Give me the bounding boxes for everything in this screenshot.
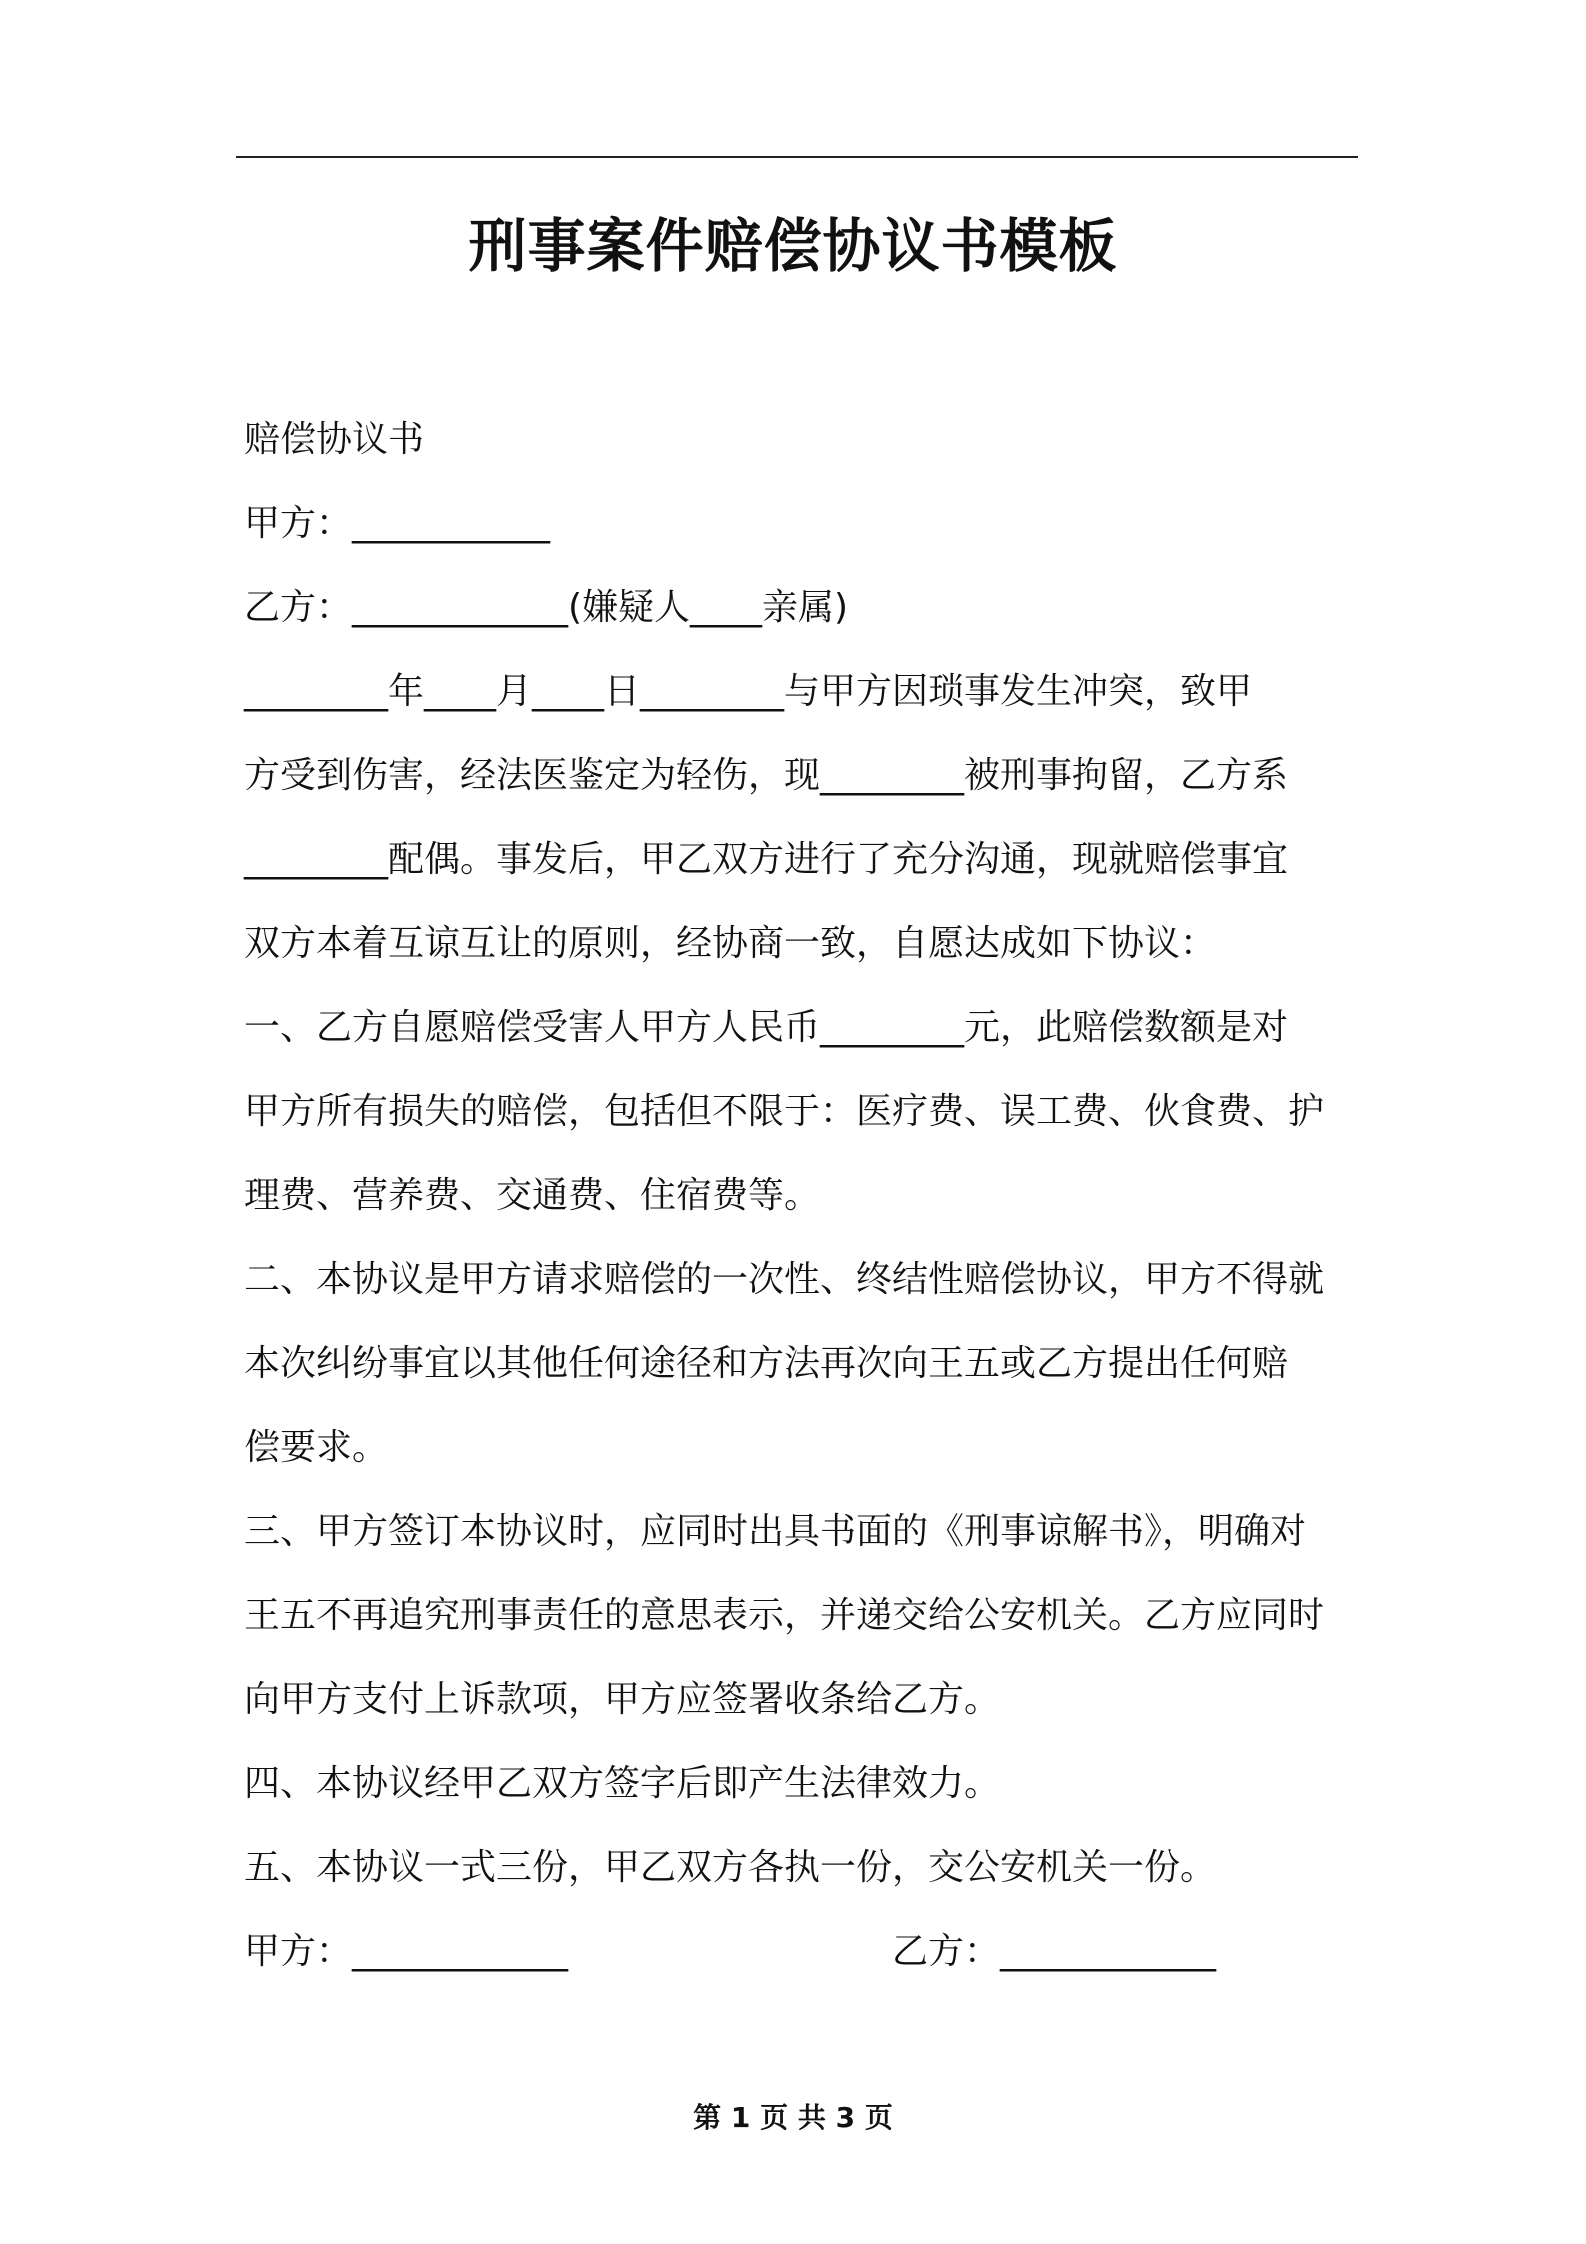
clause-2-line: 二、本协议是甲方请求赔偿的一次性、终结性赔偿协议，甲方不得就	[244, 1259, 1325, 1300]
clause-1-line: 一、乙方自愿赔偿受害人甲方人民币________元，此赔偿数额是对	[244, 1007, 1289, 1048]
subtitle: 赔偿协议书	[244, 419, 425, 460]
clause-2-line: 偿要求。	[244, 1427, 389, 1468]
clause-1-line: 理费、营养费、交通费、住宿费等。	[244, 1175, 821, 1216]
clause-3-line: 三、甲方签订本协议时，应同时出具书面的《刑事谅解书》，明确对	[244, 1511, 1307, 1552]
body-line: 双方本着互谅互让的原则，经协商一致，自愿达成如下协议：	[244, 923, 1217, 964]
party-a-line: 甲方：___________	[244, 503, 551, 544]
clause-2-line: 本次纠纷事宜以其他任何途径和方法再次向王五或乙方提出任何赔	[244, 1343, 1289, 1384]
header-rule	[236, 156, 1358, 158]
document-title: 刑事案件赔偿协议书模板	[468, 212, 1118, 280]
body-line: ________配偶。事发后，甲乙双方进行了充分沟通，现就赔偿事宜	[244, 839, 1289, 880]
clause-3-line: 向甲方支付上诉款项，甲方应签署收条给乙方。	[244, 1679, 1001, 1720]
body-line: ________年____月____日________与甲方因琐事发生冲突，致甲	[244, 671, 1253, 712]
clause-1-line: 甲方所有损失的赔偿，包括但不限于：医疗费、误工费、伙食费、护	[244, 1091, 1325, 1132]
clause-3-line: 王五不再追究刑事责任的意思表示，并递交给公安机关。乙方应同时	[244, 1595, 1325, 1636]
party-b-line: 乙方：____________(嫌疑人____亲属)	[244, 587, 849, 628]
page-indicator: 第 1 页 共 3 页	[693, 2101, 893, 2134]
party-b-signature: 乙方：____________	[892, 1931, 1217, 1972]
clause-4-line: 四、本协议经甲乙双方签字后即产生法律效力。	[244, 1763, 1001, 1804]
party-a-signature: 甲方：____________	[244, 1931, 569, 1972]
signature-row	[244, 1910, 1360, 1994]
clause-5-line: 五、本协议一式三份，甲乙双方各执一份，交公安机关一份。	[244, 1847, 1217, 1888]
document-body	[244, 398, 1360, 1994]
body-line: 方受到伤害，经法医鉴定为轻伤，现________被刑事拘留，乙方系	[244, 755, 1289, 796]
